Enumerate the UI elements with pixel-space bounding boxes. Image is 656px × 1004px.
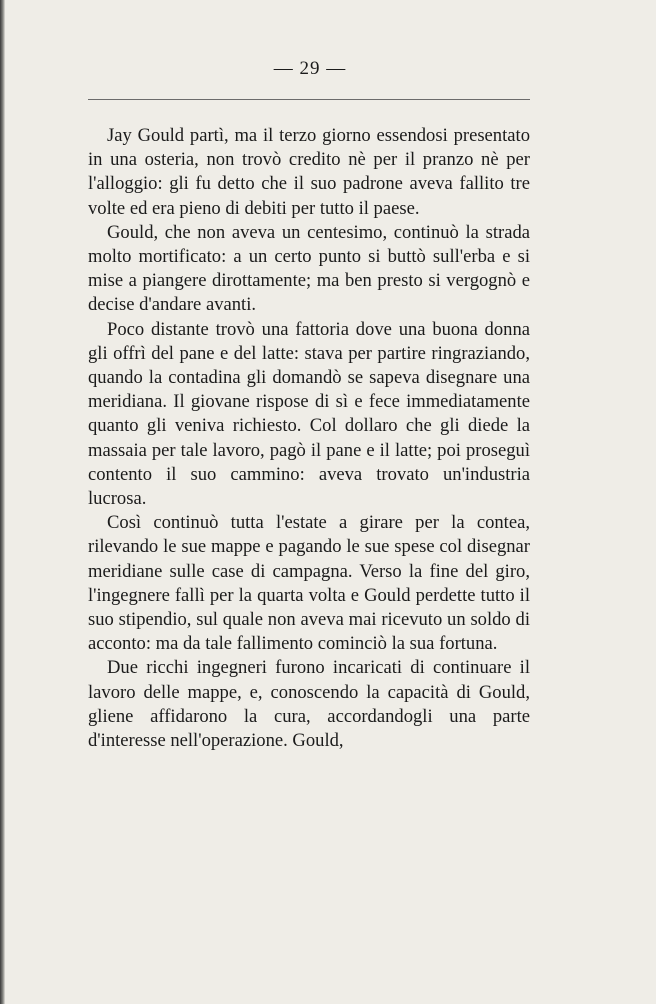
paragraph-5: Due ricchi ingegneri furono incaricati di continuare il lavoro delle mappe, e, conoscendo la capacità di Gould, gliene affidarono la cura, accordandogli una parte d'interesse nell'operazione. Gould, xyxy=(88,657,530,752)
body-text xyxy=(88,124,530,753)
paragraph-3: Poco distante trovò una fattoria dove una buona donna gli offrì del pane e del latte: stava per partire ringraziando, quando la contadina gli domandò se sapeva disegnare una meridiana. Il giovane rispose di sì e fece immediatamente quanto gli veniva richiesto. Col dollaro che gli diede la massaia per tale lavoro, pagò il pane e il latte; poi proseguì contento il suo cammino: aveva trovato un'industria lucrosa. xyxy=(88,318,530,510)
paragraph-4: Così continuò tutta l'estate a girare per la contea, rilevando le sue mappe e pagando le sue spese col disegnar meridiane sulle case di campagna. Verso la fine del giro, l'ingegnere fallì per la quarta volta e Gould perdette tutto il suo stipendio, sul quale non aveva mai ricevuto un soldo di acconto: ma da tale fallimento cominciò la sua fortuna. xyxy=(88,512,530,655)
page-binding-edge xyxy=(0,0,5,1004)
header-rule xyxy=(88,99,530,100)
page-number: — 29 — xyxy=(273,58,347,79)
paragraph-1: Jay Gould partì, ma il terzo giorno essendosi presentato in una osteria, non trovò credito nè per il pranzo nè per l'alloggio: gli fu detto che il suo padrone aveva fallito tre volte ed era pieno di debiti per tutto il paese. xyxy=(88,125,530,219)
paragraph-2: Gould, che non aveva un centesimo, continuò la strada molto mortificato: a un certo punto si buttò sull'erba e si mise a piangere dirottamente; ma ben presto si vergognò e decise d'andare avanti. xyxy=(88,221,530,316)
